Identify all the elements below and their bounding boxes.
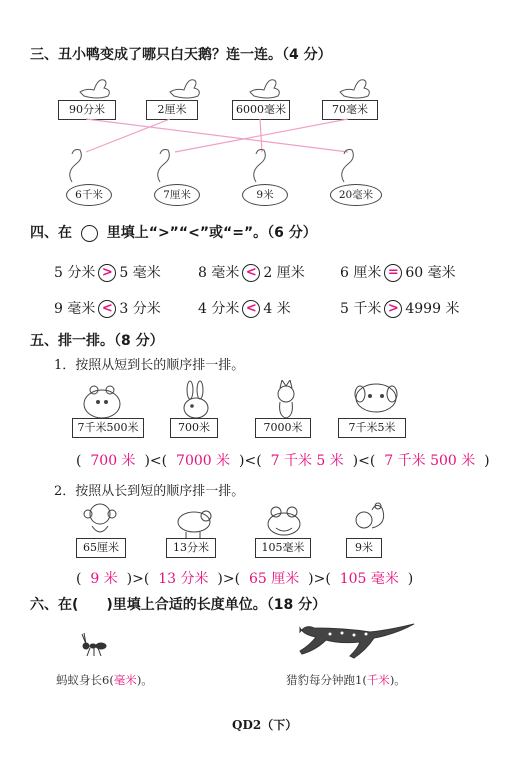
swan-box-2: 7厘米: [154, 184, 200, 206]
length-box: 13分米: [166, 538, 216, 558]
duck-box-2: 2厘米: [146, 100, 198, 120]
section-3-title: 三、丑小鸭变成了哪只白天鹅？连一连。（4 分）: [30, 47, 332, 63]
compare-item-5: 4 分米 < 4 米: [198, 301, 291, 317]
dog-icon: [355, 384, 397, 412]
length-box: 7000米: [255, 418, 311, 438]
swan-icon: [158, 150, 170, 183]
compare-item-4: 9 毫米 < 3 分米: [54, 301, 161, 317]
swan-icon: [70, 150, 82, 183]
cheetah-sentence: 猎豹每分钟跑1(千米)。: [286, 673, 406, 687]
compare-sign: =: [384, 264, 402, 282]
swan-box-4: 20毫米: [330, 184, 382, 206]
duck-box-1: 90分米: [58, 100, 116, 120]
compare-item-2: 8 毫米 < 2 厘米: [198, 265, 305, 281]
animal-icons-row-2: [0, 500, 520, 540]
ant-answer: 毫米: [113, 673, 137, 687]
squirrel-icon: [356, 503, 384, 528]
length-box: 65厘米: [76, 538, 126, 558]
swan-icon: [254, 150, 266, 183]
duck-box-3: 6000毫米: [232, 100, 290, 120]
swan-box-3: 9米: [242, 184, 288, 206]
sheep-icon: [178, 511, 211, 538]
length-box: 700米: [170, 418, 218, 438]
monkey-icon: [84, 504, 116, 532]
cheetah-icon: [290, 612, 420, 668]
section-5-title: 五、排一排。（8 分）: [30, 333, 164, 349]
compare-item-3: 6 厘米 = 60 毫米: [340, 265, 456, 281]
animal-icons-row-1: [0, 380, 520, 420]
section-4-title: 四、在 里填上“>”“<”或“=”。（6 分）: [30, 225, 317, 241]
length-box: 7千米5米: [338, 418, 406, 438]
question-2: 2．按照从长到短的顺序排一排。: [54, 484, 245, 499]
length-box: 9米: [346, 538, 382, 558]
compare-sign: >: [384, 300, 402, 318]
compare-sign: <: [98, 300, 116, 318]
swan-icon: [342, 150, 354, 183]
bear-icon: [84, 386, 120, 418]
length-box: 105毫米: [255, 538, 311, 558]
circle-icon: [81, 225, 98, 242]
section-6-title: 六、在( )里填上合适的长度单位。（18 分）: [30, 597, 327, 613]
ant-icon: [72, 624, 112, 664]
rabbit-icon: [184, 381, 208, 418]
page-number: QD2（下）: [232, 718, 298, 732]
swan-icons: [0, 148, 520, 188]
compare-sign: <: [242, 264, 260, 282]
compare-sign: <: [242, 300, 260, 318]
answer-row-1: ( 700 米 )<( 7000 米 )<( 7 千米 5 米 )<( 7 千米 500 米 ): [76, 453, 490, 469]
duck-box-4: 70毫米: [322, 100, 378, 120]
answer-row-2: ( 9 米 )>( 13 分米 )>( 65 厘米 )>( 105 毫米 ): [76, 571, 414, 587]
compare-item-6: 5 千米 > 4999 米: [340, 301, 460, 317]
compare-item-1: 5 分米 > 5 毫米: [54, 265, 161, 281]
ant-sentence: 蚂蚁身长6(毫米)。: [56, 673, 153, 687]
cat-icon: [278, 380, 294, 418]
frog-icon: [268, 507, 300, 535]
cheetah-answer: 千米: [366, 673, 390, 687]
question-1: 1．按照从短到长的顺序排一排。: [54, 358, 245, 373]
length-box: 7千米500米: [72, 418, 144, 438]
compare-sign: >: [98, 264, 116, 282]
swan-box-1: 6千米: [66, 184, 112, 206]
